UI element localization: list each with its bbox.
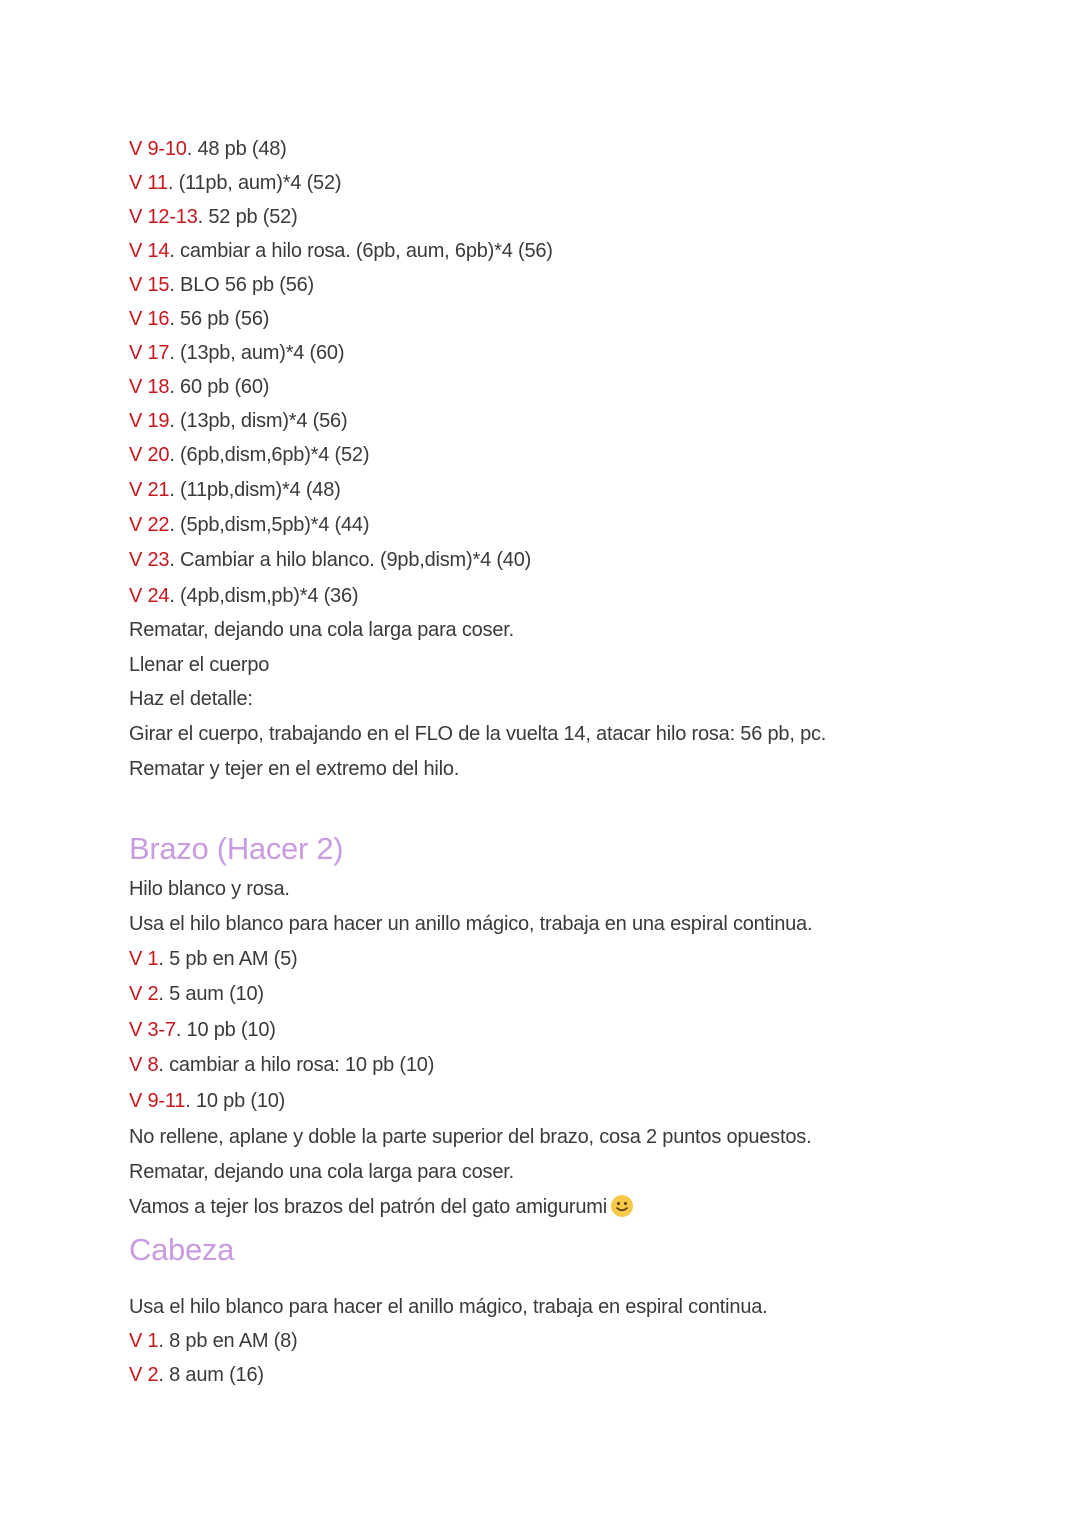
round-line (129, 273, 314, 297)
round-line (129, 1053, 434, 1077)
round-text: . 56 pb (56) (169, 308, 270, 330)
round-text: . 5 aum (10) (158, 983, 264, 1005)
note-line: Rematar, dejando una cola larga para coser. (129, 619, 514, 641)
round-label: V 8 (129, 1054, 159, 1076)
round-line (129, 1363, 264, 1387)
round-label: V 23 (129, 549, 170, 571)
round-text: . cambiar a hilo rosa. (6pb, aum, 6pb)*4 (56) (169, 240, 553, 262)
round-line (129, 307, 269, 331)
section-heading-arm: Brazo (Hacer 2) (129, 831, 344, 866)
intro-line: Usa el hilo blanco para hacer el anillo mágico, trabaja en espiral continua. (129, 1296, 768, 1318)
section-heading-head: Cabeza (129, 1232, 235, 1267)
note-line: Llenar el cuerpo (129, 654, 270, 676)
round-line (129, 137, 287, 161)
round-line (129, 1089, 285, 1113)
round-text: . 48 pb (48) (186, 138, 287, 160)
round-text: . (5pb,dism,5pb)*4 (44) (169, 514, 370, 536)
round-label: V 14 (129, 240, 170, 262)
round-text: . Cambiar a hilo blanco. (9pb,dism)*4 (40) (169, 549, 532, 571)
round-text: . (4pb,dism,pb)*4 (36) (169, 585, 359, 607)
round-line (129, 947, 298, 971)
intro-line: Hilo blanco y rosa. (129, 878, 290, 900)
round-label: V 1 (129, 948, 159, 970)
round-line (129, 478, 341, 502)
note-line: Girar el cuerpo, trabajando en el FLO de la vuelta 14, atacar hilo rosa: 56 pb, pc. (129, 723, 827, 745)
round-label: V 16 (129, 308, 170, 330)
round-label: V 2 (129, 1364, 159, 1386)
round-text: . 8 aum (16) (158, 1364, 264, 1386)
note-line: Rematar, dejando una cola larga para coser. (129, 1161, 514, 1183)
note-line: Haz el detalle: (129, 688, 253, 710)
round-label: V 15 (129, 274, 170, 296)
round-text: . 52 pb (52) (197, 206, 298, 228)
intro-line: Usa el hilo blanco para hacer un anillo mágico, trabaja en una espiral continua. (129, 913, 813, 935)
round-line (129, 443, 369, 467)
round-text: . 10 pb (10) (185, 1090, 286, 1112)
round-text: . (6pb,dism,6pb)*4 (52) (169, 444, 370, 466)
round-label: V 18 (129, 376, 170, 398)
round-label: V 22 (129, 514, 170, 536)
round-label: V 20 (129, 444, 170, 466)
round-line (129, 1329, 298, 1353)
round-line (129, 1018, 276, 1042)
round-text: . 10 pb (10) (175, 1019, 276, 1041)
round-label: V 17 (129, 342, 170, 364)
round-label: V 19 (129, 410, 170, 432)
round-text: . (13pb, dism)*4 (56) (169, 410, 348, 432)
round-text: . (13pb, aum)*4 (60) (169, 342, 345, 364)
note-line: No rellene, aplane y doble la parte superior del brazo, cosa 2 puntos opuestos. (129, 1126, 812, 1148)
round-text: . cambiar a hilo rosa: 10 pb (10) (158, 1054, 435, 1076)
round-text: . (11pb,dism)*4 (48) (169, 479, 341, 501)
round-line (129, 513, 369, 537)
round-text: . 8 pb en AM (8) (158, 1330, 298, 1352)
round-line (129, 584, 358, 608)
round-line (129, 205, 298, 229)
round-text: . (11pb, aum)*4 (52) (167, 172, 342, 194)
round-label: V 9-11 (129, 1090, 186, 1112)
round-line (129, 982, 264, 1006)
round-label: V 1 (129, 1330, 159, 1352)
note-line: Rematar y tejer en el extremo del hilo. (129, 758, 460, 780)
round-label: V 12-13 (129, 206, 198, 228)
round-label: V 3-7 (129, 1019, 176, 1041)
round-line (129, 239, 553, 263)
round-line (129, 341, 344, 365)
round-label: V 11 (129, 172, 168, 194)
slightly-smiling-face-icon (611, 1195, 633, 1217)
round-label: V 9-10 (129, 138, 187, 160)
note-text: Vamos a tejer los brazos del patrón del gato amigurumi (129, 1196, 607, 1218)
round-line (129, 375, 269, 399)
round-text: . BLO 56 pb (56) (169, 274, 315, 296)
note-line (129, 1195, 633, 1219)
round-line (129, 409, 347, 433)
round-label: V 24 (129, 585, 170, 607)
round-line (129, 171, 341, 195)
round-line (129, 548, 531, 572)
round-text: . 60 pb (60) (169, 376, 270, 398)
round-label: V 2 (129, 983, 159, 1005)
round-label: V 21 (129, 479, 170, 501)
round-text: . 5 pb en AM (5) (158, 948, 298, 970)
